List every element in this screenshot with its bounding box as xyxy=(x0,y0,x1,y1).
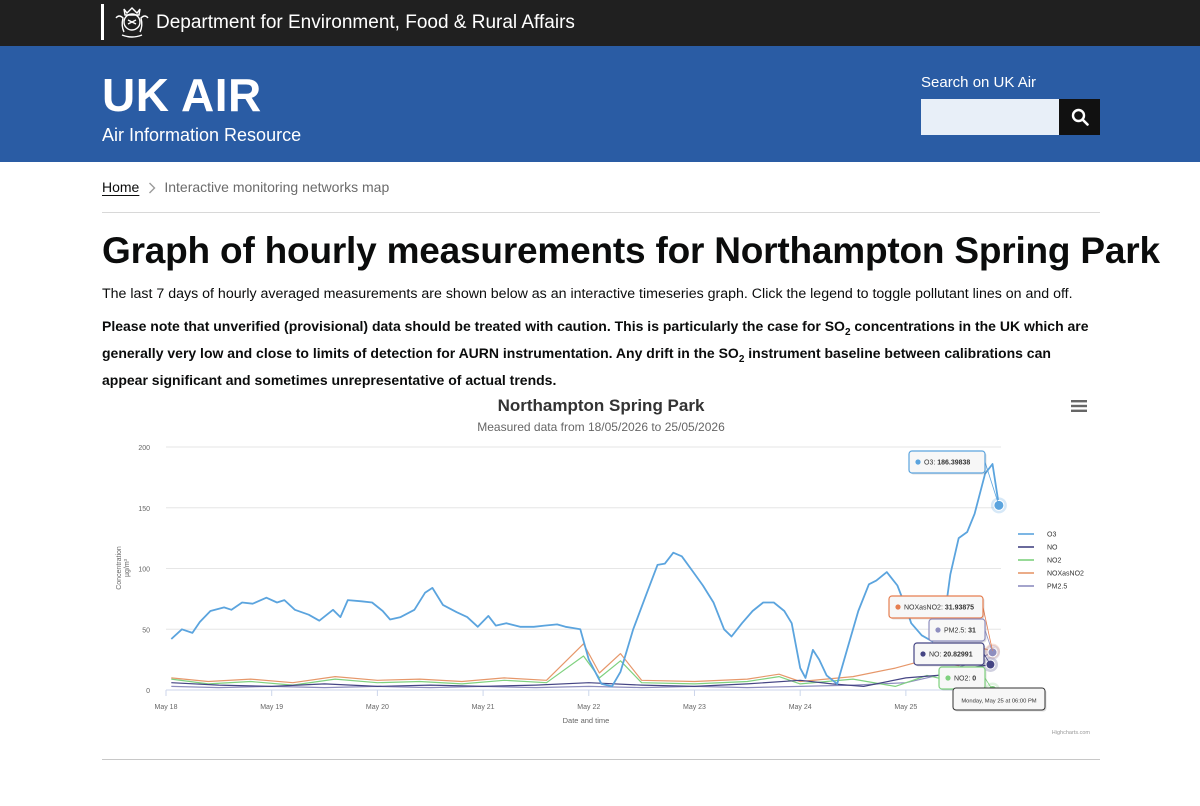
series-line-o3[interactable] xyxy=(171,464,999,686)
y-tick-label: 200 xyxy=(138,445,150,452)
tooltip-dot xyxy=(920,651,925,656)
tooltip-connector xyxy=(985,462,999,505)
chart-menu-icon[interactable] xyxy=(1069,398,1089,414)
y-tick-label: 50 xyxy=(142,627,150,635)
tooltip-text xyxy=(929,652,973,659)
legend-item-no[interactable]: NO xyxy=(1047,544,1058,552)
legend-item-no2[interactable]: NO2 xyxy=(1047,557,1062,565)
x-tick-label: May 24 xyxy=(788,704,812,711)
chart-subtitle: Measured data from 18/05/2026 to 25/05/2026 xyxy=(477,420,725,434)
tooltip-series-name: PM2.5: xyxy=(944,627,969,635)
hover-marker[interactable] xyxy=(994,500,1004,510)
site-banner xyxy=(0,46,1200,162)
legend-item-pm25[interactable]: PM2.5 xyxy=(1047,583,1068,591)
series-line-no[interactable] xyxy=(171,665,990,687)
site-title[interactable]: UK AIR xyxy=(102,69,262,121)
search-label: Search on UK Air xyxy=(921,74,1037,91)
tooltip-value: 31.93875 xyxy=(944,604,975,612)
timeseries-chart xyxy=(102,388,1100,738)
chart-credit[interactable]: Highcharts.com xyxy=(1051,730,1090,736)
chevron-right-icon xyxy=(148,179,156,197)
tooltip-dot xyxy=(895,604,900,609)
chart-title: Northampton Spring Park xyxy=(497,396,705,415)
search-icon xyxy=(1071,108,1089,126)
breadcrumb-current: Interactive monitoring networks map xyxy=(164,179,390,195)
section-divider xyxy=(102,759,1100,760)
x-axis xyxy=(155,690,1001,711)
y-axis xyxy=(138,445,150,695)
government-header xyxy=(0,0,1200,46)
tooltip-text xyxy=(944,628,976,635)
series-line-noxasno2[interactable] xyxy=(171,644,992,683)
tooltip-value: 31 xyxy=(968,627,976,635)
chart-container xyxy=(102,388,1100,738)
x-tick-label: May 25 xyxy=(894,704,918,711)
tooltip-text xyxy=(904,605,974,612)
breadcrumb-home-link[interactable]: Home xyxy=(102,179,140,195)
tooltip-value: 0 xyxy=(972,675,977,683)
search-input[interactable] xyxy=(921,99,1060,135)
x-tick-label: May 20 xyxy=(365,704,389,711)
tooltip-dot xyxy=(945,675,950,680)
x-axis-label: Date and time xyxy=(562,716,610,725)
tooltip-dot xyxy=(935,627,940,632)
royal-crest-icon xyxy=(101,4,152,40)
tooltip-series-name: O3: xyxy=(924,459,938,467)
y-axis-label: Concentration xyxy=(116,546,123,590)
y-tick-label: 100 xyxy=(138,566,150,574)
legend-item-o3[interactable]: O3 xyxy=(1047,531,1057,539)
y-tick-label: 0 xyxy=(146,688,150,695)
tooltip-series-name: NO2: xyxy=(954,675,973,683)
caution-note: Please note that unverified (provisional) data should be treated with caution. This is particularly the case for $SO_2$ concentrations in the UK which are generally very low and close to limits of detection for AURN instrumentation. Any drift in the $SO_2$ instrument baseline between calibrations can appear significant and sometimes unrepresentative of actual trends. xyxy=(102,318,1089,388)
page-title: Graph of hourly measurements for Northampton Spring Park xyxy=(102,230,1160,271)
x-tick-label: May 22 xyxy=(577,704,601,711)
tooltip-series-name: NOXasNO2: xyxy=(904,604,945,612)
tooltip-value: 186.39838 xyxy=(937,459,971,467)
department-name[interactable]: Department for Environment, Food & Rural Affairs xyxy=(156,12,575,33)
chart-legend[interactable] xyxy=(1018,532,1084,591)
chart-gridlines xyxy=(166,447,1001,690)
chart-tooltips xyxy=(889,451,1047,712)
tooltip-series-name: NO: xyxy=(929,651,944,659)
chart-series xyxy=(171,464,1007,698)
x-tick-label: May 18 xyxy=(154,704,178,711)
x-tick-label: May 21 xyxy=(471,704,495,711)
search-button[interactable] xyxy=(1059,99,1100,135)
tooltip-text xyxy=(924,460,970,467)
x-tick-label: May 23 xyxy=(682,704,706,711)
y-tick-label: 150 xyxy=(138,505,150,513)
crosshair-time-label: Monday, May 25 at 06:00 PM xyxy=(961,698,1037,705)
tooltip-dot xyxy=(915,459,920,464)
tooltip-text xyxy=(954,676,976,683)
legend-item-noxasno2[interactable]: NOXasNO2 xyxy=(1047,570,1084,578)
intro-text: The last 7 days of hourly averaged measurements are shown below as an interactive timeseries graph. Click the legend to toggle pollutant lines on and off. xyxy=(102,286,1073,302)
y-axis-unit: µg/m³ xyxy=(124,558,131,578)
breadcrumb xyxy=(102,179,1100,213)
x-tick-label: May 19 xyxy=(260,704,284,711)
tooltip-value: 20.82991 xyxy=(943,651,973,659)
site-subtitle: Air Information Resource xyxy=(102,125,302,145)
